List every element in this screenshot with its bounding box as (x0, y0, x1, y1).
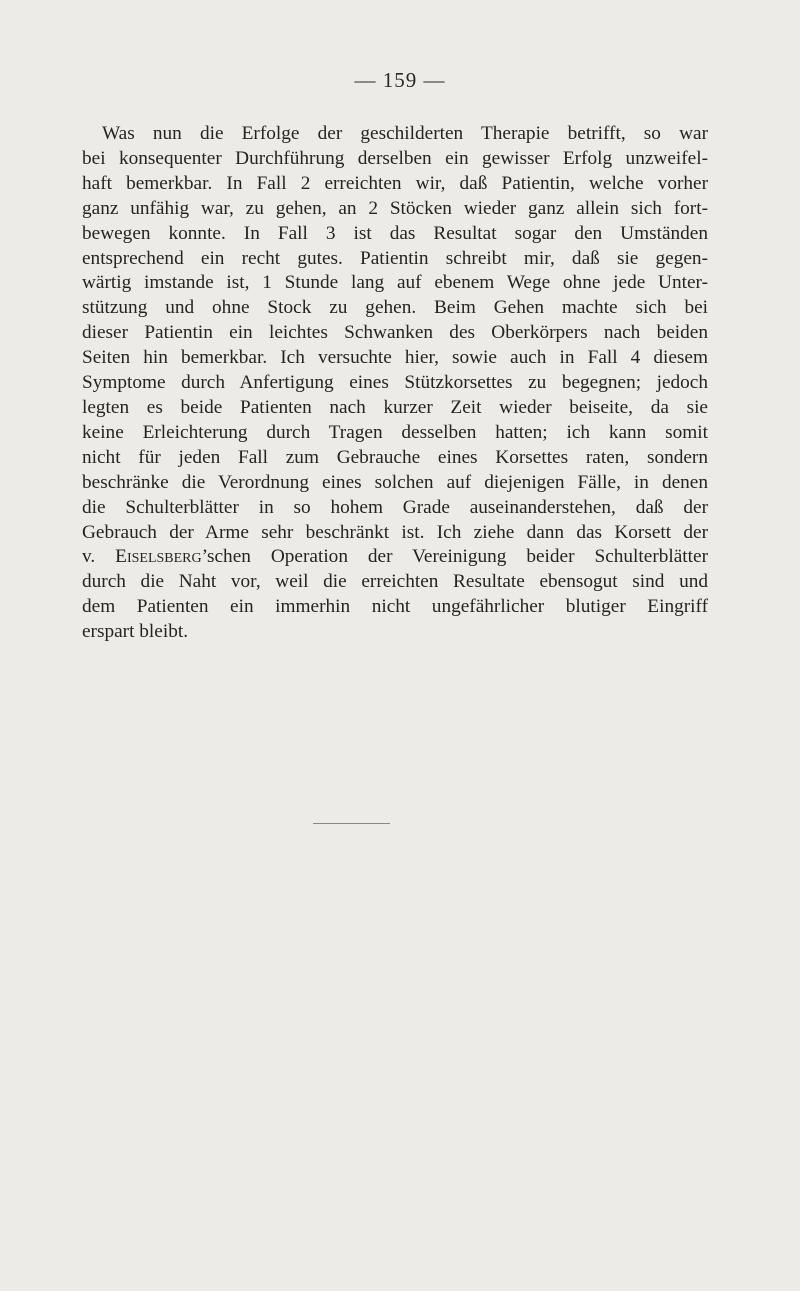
body-paragraph (82, 122, 708, 645)
text-line-18 (82, 545, 708, 570)
text-line-11: Symptome durch Anfertigung eines Stützkorsettes zu begegnen; jedoch (82, 372, 708, 394)
text-line-12: legten es beide Patienten nach kurzer Zeit wieder beiseite, da sie (82, 396, 708, 418)
text-line-3: haft bemerkbar. In Fall 2 erreichten wir, daß Patientin, welche vorher (82, 172, 708, 194)
text-line-9: dieser Patientin ein leichtes Schwanken des Oberkörpers nach beiden (82, 322, 708, 344)
line-18-suffix: ’schen Operation der Vereinigung beider Schulterblätter (201, 546, 708, 568)
author-name-eiselsberg: Eiselsberg (115, 546, 202, 568)
text-line-17: Gebrauch der Arme sehr beschränkt ist. Ich ziehe dann das Korsett der (82, 521, 708, 543)
text-line-4: ganz unfähig war, zu gehen, an 2 Stöcken wieder ganz allein sich fort- (82, 197, 708, 219)
text-line-19: durch die Naht vor, weil die erreichten Resultate ebensogut sind und (82, 571, 708, 593)
text-line-13: keine Erleichterung durch Tragen desselben hatten; ich kann somit (82, 421, 708, 443)
footer-rule (313, 823, 390, 824)
text-line-10: Seiten hin bemerkbar. Ich versuchte hier, sowie auch in Fall 4 diesem (82, 347, 708, 369)
text-line-14: nicht für jeden Fall zum Gebrauche eines Korsettes raten, sondern (82, 446, 708, 468)
text-line-6: entsprechend ein recht gutes. Patientin schreibt mir, daß sie gegen- (82, 247, 708, 269)
text-line-1: Was nun die Erfolge der geschilderten Therapie betrifft, so war (102, 123, 708, 144)
text-line-7: wärtig imstande ist, 1 Stunde lang auf ebenem Wege ohne jede Unter- (82, 272, 708, 294)
text-line-8: stützung und ohne Stock zu gehen. Beim Gehen machte sich bei (82, 297, 708, 319)
text-line-21: erspart bleibt. (82, 621, 189, 643)
text-line-20: dem Patienten ein immerhin nicht ungefährlicher blutiger Eingriff (82, 596, 708, 618)
text-line-16: die Schulterblätter in so hohem Grade auseinanderstehen, daß der (82, 496, 708, 518)
text-line-15: beschränke die Verordnung eines solchen auf diejenigen Fälle, in denen (82, 471, 708, 493)
text-line-2: bei konsequenter Durchführung derselben ein gewisser Erfolg unzweifel- (82, 147, 708, 169)
page-number: — 159 — (354, 68, 446, 92)
line-18-prefix: v. (82, 546, 116, 568)
text-line-5: bewegen konnte. In Fall 3 ist das Resultat sogar den Umständen (82, 222, 708, 244)
